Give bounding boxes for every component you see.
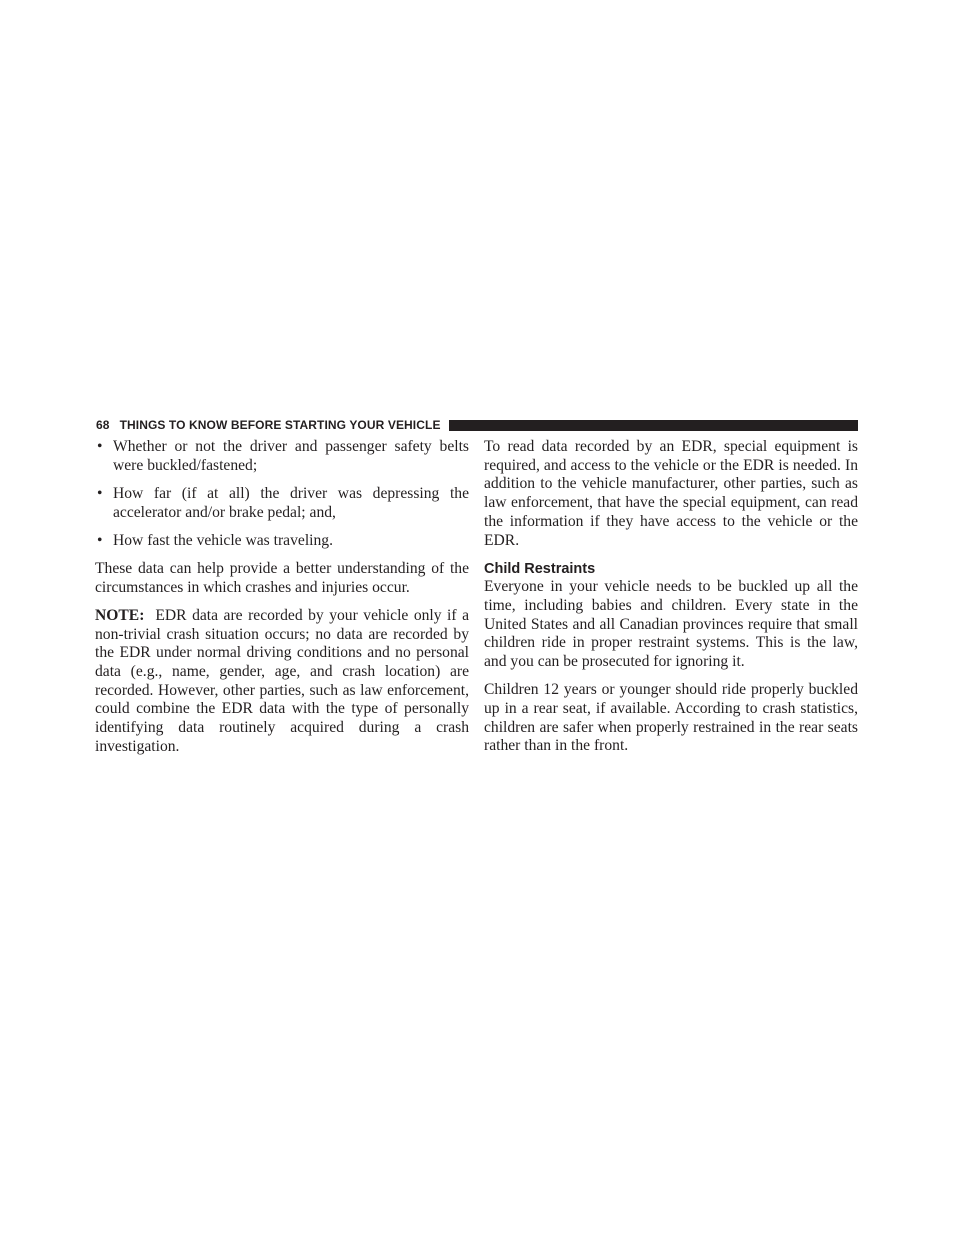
list-item-text: Whether or not the driver and passenger safety belts were buckled/fastened;	[113, 438, 469, 474]
bullet-list	[95, 438, 469, 551]
note-text: EDR data are recorded by your vehicle only if a non-trivial crash situation occurs; no data are recorded by the EDR under normal driving conditions and no personal data (e.g., name, gender, age, and crash location) are recorded. However, other parties, such as law enforcement, could combine the EDR data with the type of personally identifying data routinely acquired during a crash investigation.	[95, 606, 469, 755]
section-title: THINGS TO KNOW BEFORE STARTING YOUR VEHICLE	[119, 418, 441, 432]
body-paragraph: Everyone in your vehicle needs to be buckled up all the time, including babies and children. Every state in the United States and all Canadian provinces require that small children ride in proper restraint systems. This is the law, and you can be prosecuted for ignoring it.	[484, 578, 858, 671]
bullet-icon: •	[97, 531, 103, 549]
body-paragraph: To read data recorded by an EDR, special equipment is required, and access to the vehicle or the EDR is needed. In addition to the vehicle manufacturer, other parties, such as law enforcement, that have the special equipment, can read the information if they have access to the vehicle or the EDR.	[484, 438, 858, 549]
bullet-icon: •	[97, 484, 103, 502]
list-item-text: How far (if at all) the driver was depressing the accelerator and/or brake pedal; and,	[113, 484, 469, 521]
note-label: NOTE:	[95, 606, 145, 624]
list-item	[95, 485, 469, 522]
header-rule	[449, 420, 858, 431]
body-paragraph: These data can help provide a better understanding of the circumstances in which crashes and injuries occur.	[95, 560, 469, 596]
body-paragraph: Children 12 years or younger should ride properly buckled up in a rear seat, if available. According to crash statistics, children are safer when properly restrained in the rear seats rather than in the front.	[484, 681, 858, 755]
list-item	[95, 532, 469, 551]
list-item	[95, 438, 469, 475]
right-column	[484, 438, 858, 766]
left-column	[95, 438, 469, 766]
list-item-text: How fast the vehicle was traveling.	[113, 531, 333, 549]
note-paragraph	[95, 607, 469, 757]
bullet-icon: •	[97, 438, 103, 455]
section-subheading: Child Restraints	[484, 560, 596, 577]
page-number: 68	[96, 418, 110, 432]
page-header	[96, 416, 858, 434]
